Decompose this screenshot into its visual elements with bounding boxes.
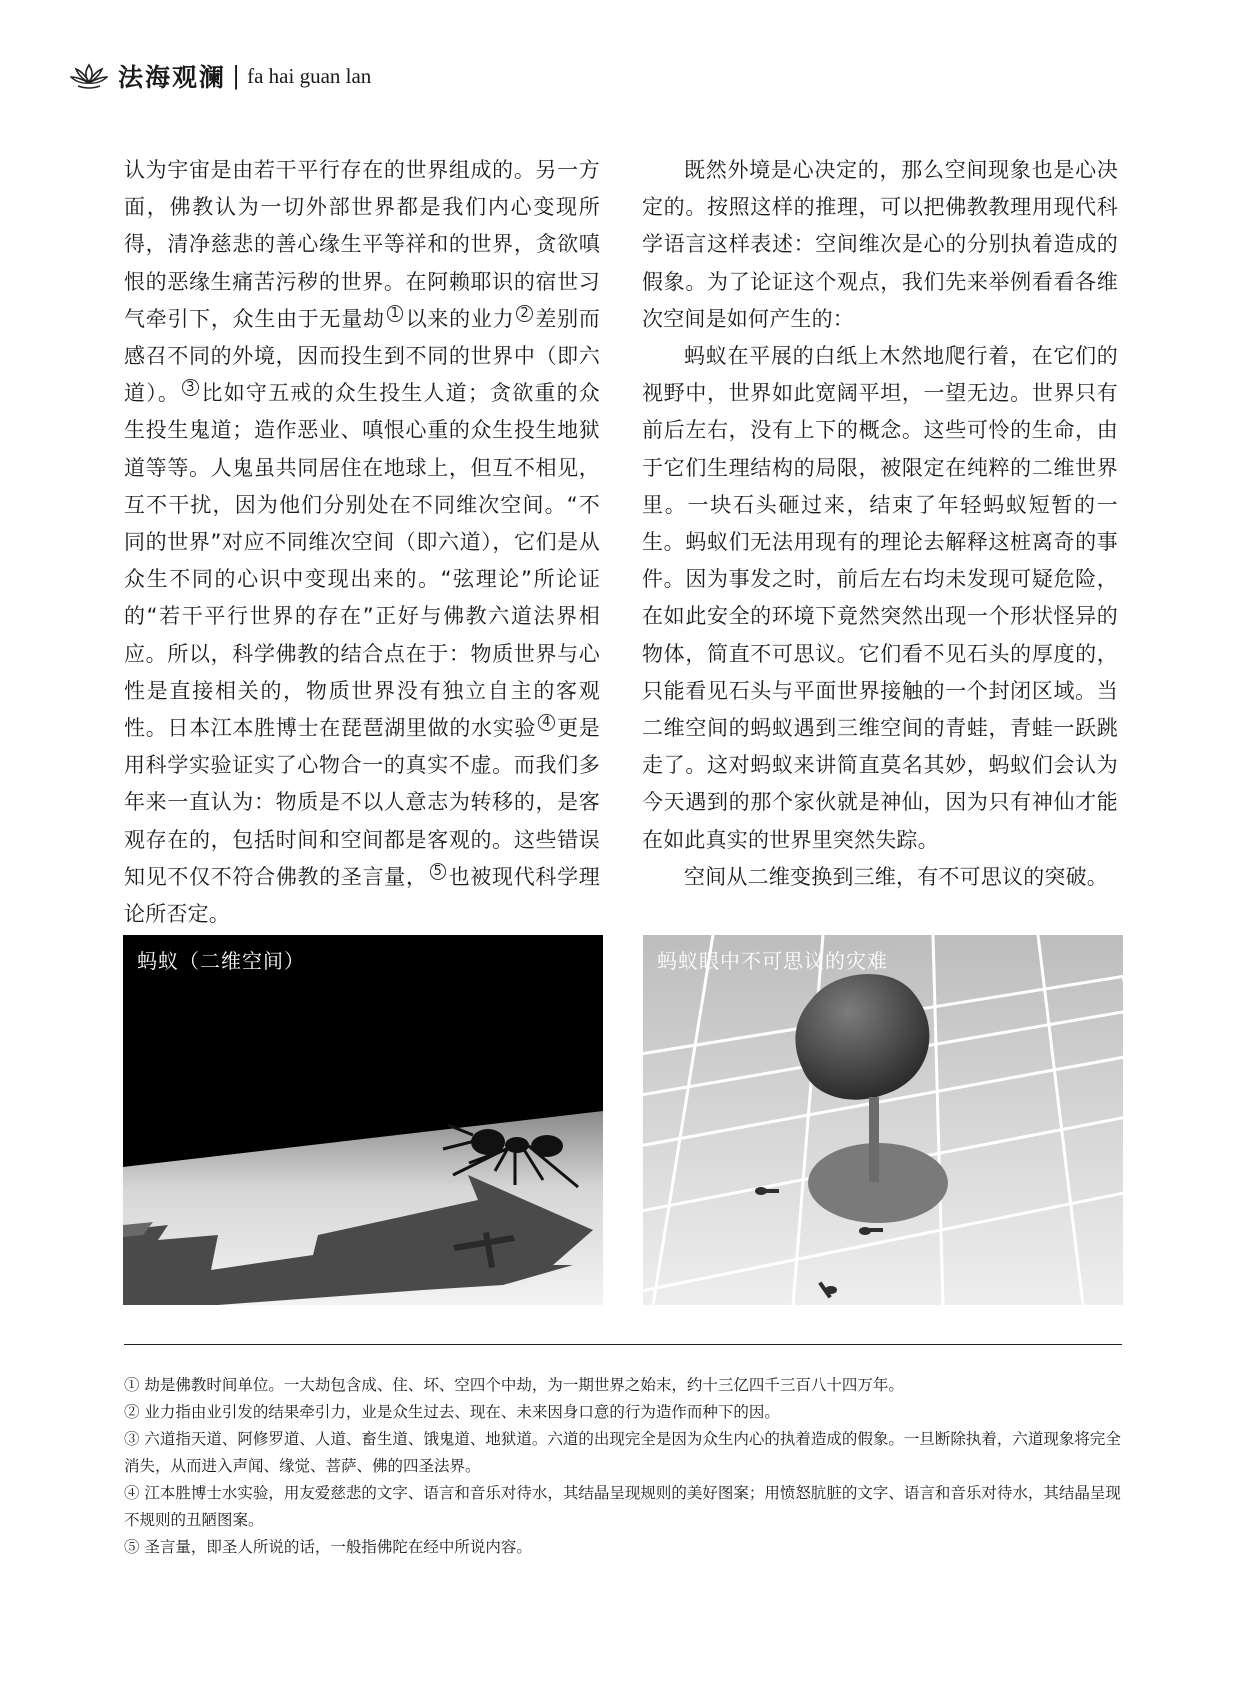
header-separator: | bbox=[232, 62, 241, 90]
brand-title-en: fa hai guan lan bbox=[247, 63, 372, 88]
footnote-marker-4[interactable]: 4 bbox=[538, 714, 554, 731]
footnote-4: ④ 江本胜博士水实验，用友爱慈悲的文字、语言和音乐对待水，其结晶呈现规则的美好图案；用愤怒肮脏的文字、语言和音乐对待水，其结晶呈现不规则的丑陋图案。 bbox=[124, 1484, 1121, 1529]
footnote-marker-2[interactable]: 2 bbox=[516, 305, 532, 322]
text-segment: 也被现代科学理论所否定。 bbox=[124, 864, 600, 927]
brand-title-cn: 法海观澜 bbox=[118, 63, 227, 92]
right-text-column bbox=[642, 152, 1118, 896]
right-paragraph-1: 既然外境是心决定的，那么空间现象也是心决定的。按照这样的推理，可以把佛教教理用现代科学语言这样表述：空间维次是心的分别执着造成的假象。为了论证这个观点，我们先来举例看看各维次空间是如何产生的： bbox=[642, 158, 1118, 331]
footnote-1: ① 劫是佛教时间单位。一大劫包含成、住、坏、空四个中劫，为一期世界之始末，约十三亿四千三百八十四万年。 bbox=[124, 1376, 904, 1394]
left-text-column bbox=[124, 152, 600, 933]
page-header bbox=[70, 56, 371, 96]
footnote-marker-5[interactable]: 5 bbox=[430, 863, 446, 880]
footnote-marker-3[interactable]: 3 bbox=[182, 379, 198, 396]
footnotes bbox=[124, 1372, 1122, 1561]
footnote-5: ⑤ 圣言量，即圣人所说的话，一般指佛陀在经中所说内容。 bbox=[124, 1538, 532, 1556]
figure-ant-disaster bbox=[643, 935, 1123, 1305]
left-paragraph bbox=[124, 152, 600, 933]
figure-ant-2d bbox=[123, 935, 603, 1305]
footnote-2: ② 业力指由业引发的结果牵引力，业是众生过去、现在、未来因身口意的行为造作而种下的因。 bbox=[124, 1403, 780, 1421]
footnote-divider bbox=[124, 1344, 1122, 1345]
rock-falling-illustration bbox=[643, 935, 1123, 1305]
ant-2d-illustration bbox=[123, 935, 603, 1305]
footnote-marker-1[interactable]: 1 bbox=[387, 305, 403, 322]
footnote-3: ③ 六道指天道、阿修罗道、人道、畜生道、饿鬼道、地狱道。六道的出现完全是因为众生内心的执着造成的假象。一旦断除执着，六道现象将完全消失，从而进入声闻、缘觉、菩萨、佛的四圣法界。 bbox=[124, 1430, 1121, 1475]
text-segment: 以来的业力 bbox=[405, 306, 515, 331]
text-segment: 差别而感召不同的外境，因而投生到不同的世界中（即六道）。 bbox=[124, 306, 601, 406]
right-paragraph-2: 蚂蚁在平展的白纸上木然地爬行着，在它们的视野中，世界如此宽阔平坦，一望无边。世界只有前后左右，没有上下的概念。这些可怜的生命，由于它们生理结构的局限，被限定在纯粹的二维世界里。一块石头砸过来，结束了年轻蚂蚁短暂的一生。蚂蚁们无法用现有的理论去解释这桩离奇的事件。因为事发之时，前后左右均未发现可疑危险，在如此安全的环境下竟然突然出现一个形状怪异的物体，简直不可思议。它们看不见石头的厚度的，只能看见石头与平面世界接触的一个封闭区域。当二维空间的蚂蚁遇到三维空间的青蛙，青蛙一跃跳走了。这对蚂蚁来讲简直莫名其妙，蚂蚁们会认为今天遇到的那个家伙就是神仙，因为只有神仙才能在如此真实的世界里突然失踪。 bbox=[642, 344, 1118, 852]
right-paragraph-3: 空间从二维变换到三维，有不可思议的突破。 bbox=[684, 864, 1108, 889]
figure-caption-right: 蚂蚁眼中不可思议的灾难 bbox=[657, 949, 888, 973]
lotus-icon bbox=[70, 62, 108, 90]
text-segment: 更是用科学实验证实了心物合一的真实不虚。而我们多年来一直认为：物质是不以人意志为转移的，是客观存在的，包括时间和空间都是客观的。这些错误知见不仅不符合佛教的圣言量， bbox=[124, 716, 600, 889]
text-segment: 比如守五戒的众生投生人道；贪欲重的众生投生鬼道；造作恶业、嗔恨心重的众生投生地狱道等等。人鬼虽共同居住在地球上，但互不相见，互不干扰，因为他们分别处在不同维次空间。“不同的世界”对应不同维次空间（即六道），它们是从众生不同的心识中变现出来的。“弦理论”所论证的“若干平行世界的存在”正好与佛教六道法界相应。所以，科学佛教的结合点在于：物质世界与心性是直接相关的，物质世界没有独立自主的客观性。日本江本胜博士在琵琶湖里做的水实验 bbox=[124, 381, 600, 741]
figure-caption-left: 蚂蚁（二维空间） bbox=[137, 949, 305, 973]
text-segment: 认为宇宙是由若干平行存在的世界组成的。另一方面，佛教认为一切外部世界都是我们内心变现所得，清净慈悲的善心缘生平等祥和的世界，贪欲嗔恨的恶缘生痛苦污秽的世界。在阿赖耶识的宿世习气牵引下，众生由于无量劫 bbox=[124, 158, 600, 331]
